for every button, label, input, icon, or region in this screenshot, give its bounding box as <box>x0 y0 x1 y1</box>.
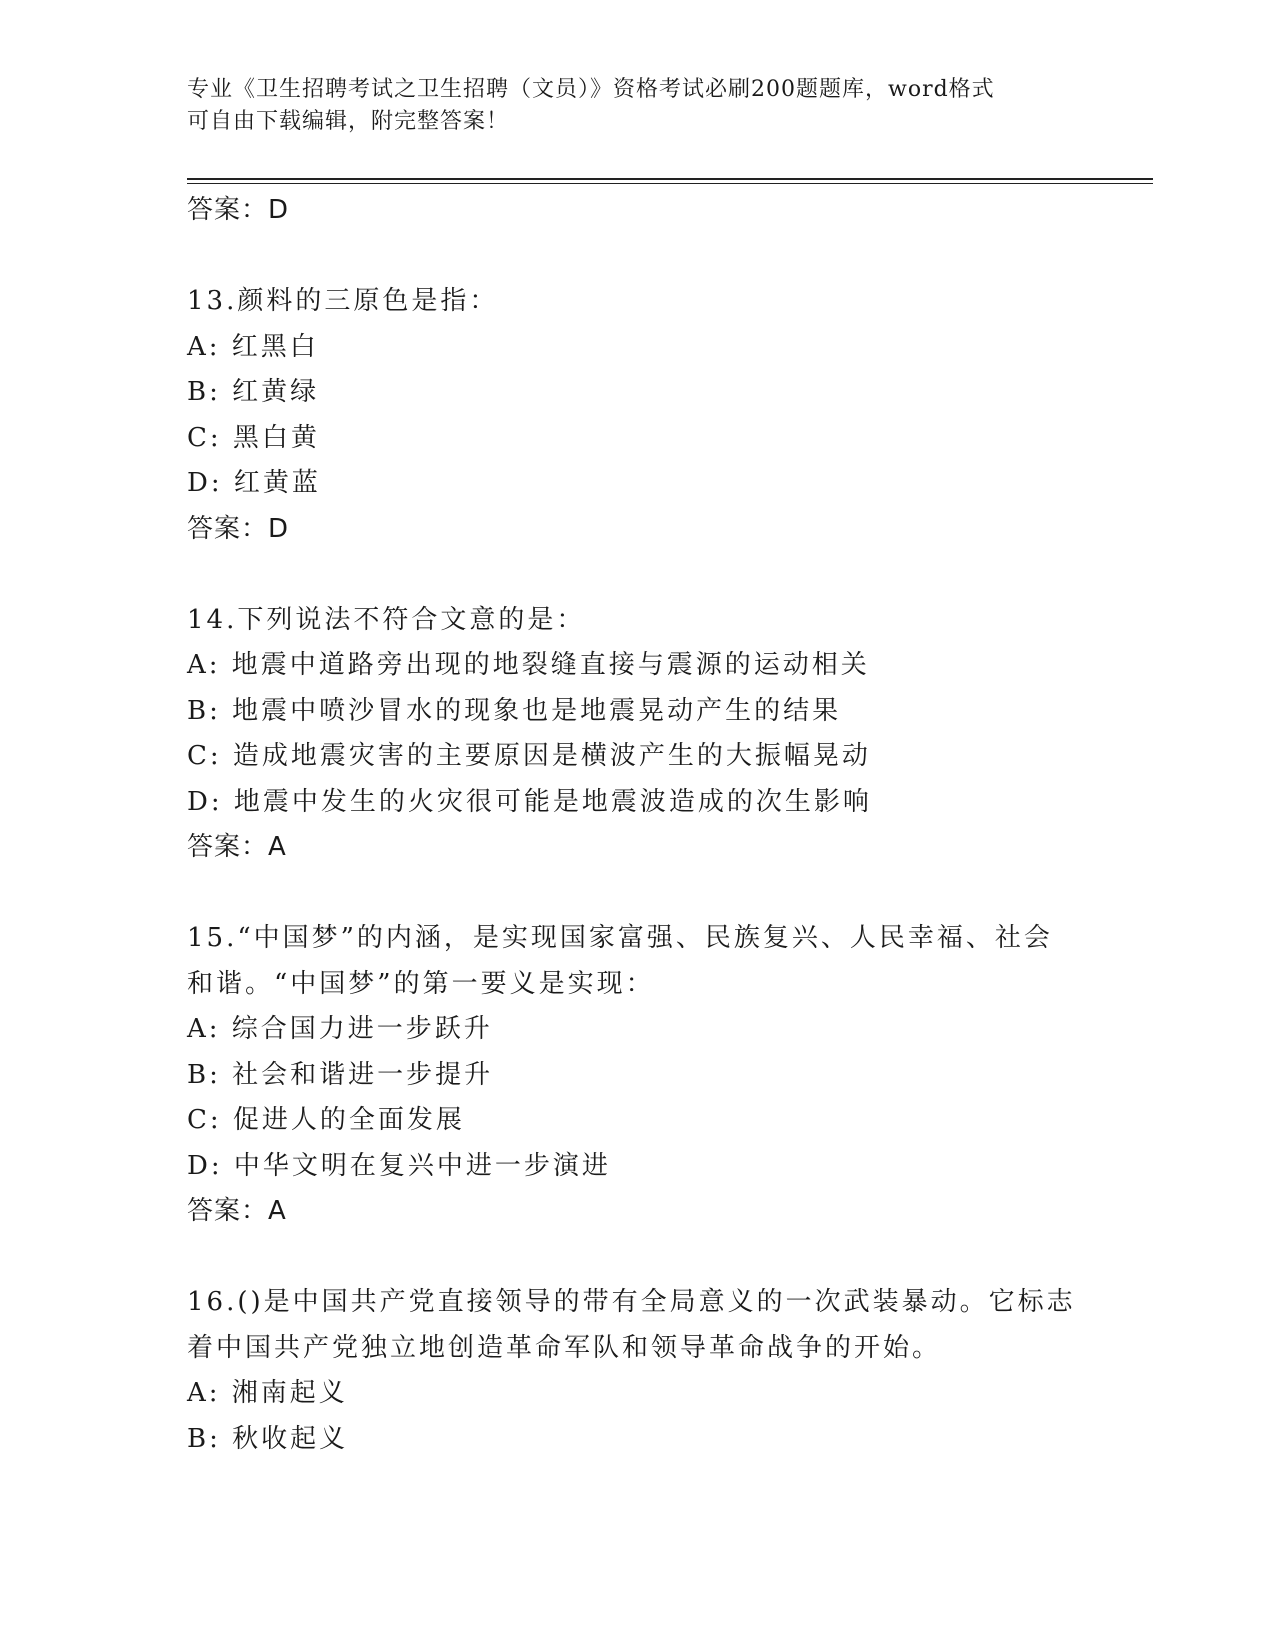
question-stem: 13.颜料的三原色是指： <box>187 286 499 316</box>
answer-line: 答案：D <box>187 195 290 225</box>
option-c: C: 促进人的全面发展 <box>187 1105 465 1135</box>
spacer <box>187 871 1147 917</box>
spacer <box>187 552 1147 598</box>
answer-line: 答案：A <box>187 1196 287 1226</box>
question-stem-continued: 着中国共产党独立地创造革命军队和领导革命战争的开始。 <box>187 1332 942 1363</box>
option-b: B: 社会和谐进一步提升 <box>187 1059 494 1090</box>
option-c: C: 黑白黄 <box>187 422 320 453</box>
option-a: A: 综合国力进一步跃升 <box>187 1014 493 1044</box>
header-line-2: 可自由下载编辑，附完整答案！ <box>187 109 510 134</box>
answer-line: 答案：A <box>187 832 287 862</box>
header-line-1: 专业《卫生招聘考试之卫生招聘（文员）》资格考试必刷200题题库，word格式 <box>187 77 995 102</box>
question-item <box>187 598 1147 871</box>
question-item <box>187 1280 1147 1462</box>
question-item <box>187 279 1147 552</box>
option-a: A: 湘南起义 <box>187 1378 348 1408</box>
spacer <box>187 234 1147 280</box>
answer-line: 答案：D <box>187 513 290 544</box>
document-header <box>187 74 1067 138</box>
question-stem: 15.“中国梦”的内涵，是实现国家富强、民族复兴、人民幸福、社会 <box>187 923 1053 953</box>
option-b: B: 红黄绿 <box>187 377 320 407</box>
option-a: A: 红黑白 <box>187 331 319 362</box>
option-b: B: 秋收起义 <box>187 1423 349 1454</box>
option-b: B: 地震中喷沙冒水的现象也是地震晃动产生的结果 <box>187 695 842 726</box>
option-a: A: 地震中道路旁出现的地裂缝直接与震源的运动相关 <box>187 650 870 680</box>
option-d: D: 中华文明在复兴中进一步演进 <box>187 1150 611 1181</box>
option-c: C: 造成地震灾害的主要原因是横波产生的大振幅晃动 <box>187 741 871 771</box>
question-item <box>187 916 1147 1235</box>
option-d: D: 红黄蓝 <box>187 468 321 498</box>
question-list <box>187 188 1147 1462</box>
spacer <box>187 1235 1147 1281</box>
header-rule-thin <box>187 183 1153 184</box>
question-stem: 14.下列说法不符合文意的是： <box>187 604 586 635</box>
header-rule-thick <box>187 178 1153 180</box>
option-d: D: 地震中发生的火灾很可能是地震波造成的次生影响 <box>187 786 872 817</box>
question-stem-continued: 和谐。“中国梦”的第一要义是实现： <box>187 968 655 999</box>
question-stem: 16.()是中国共产党直接领导的带有全局意义的一次武装暴动。它标志 <box>187 1287 1076 1317</box>
